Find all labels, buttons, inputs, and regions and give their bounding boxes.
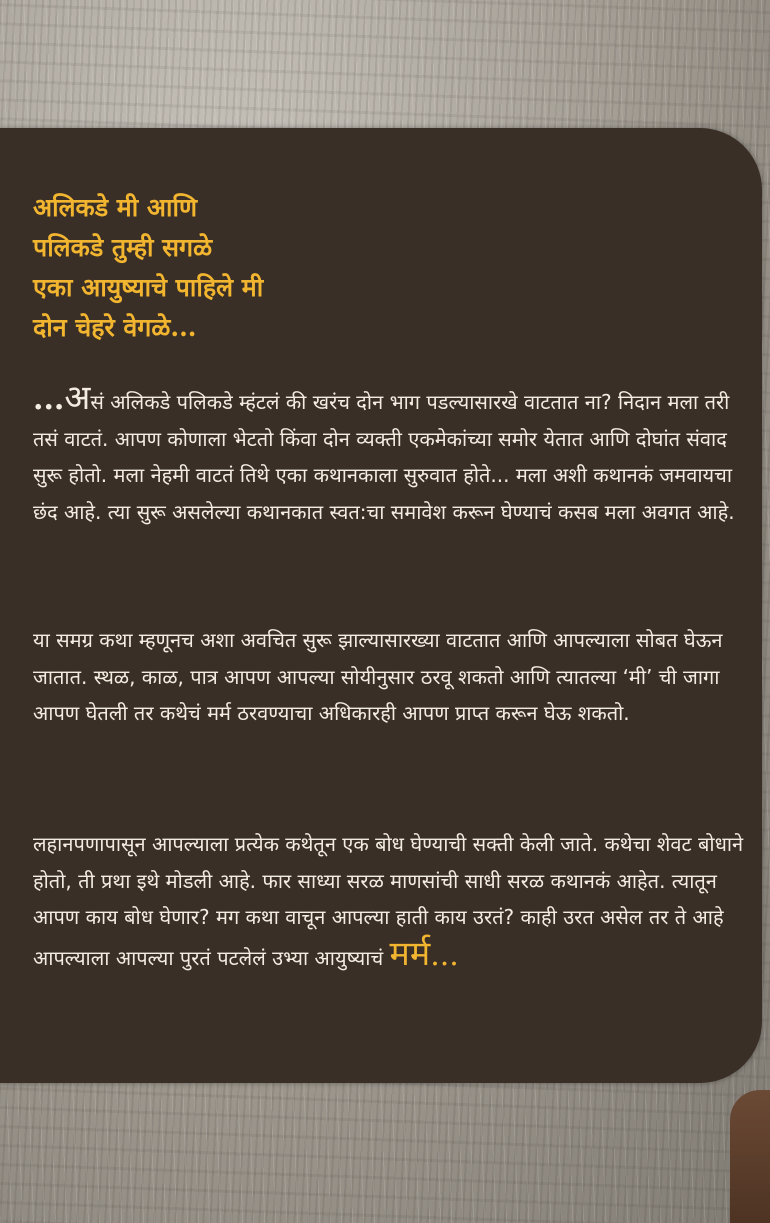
paragraph-intro [33, 380, 748, 530]
paragraph-closing [33, 826, 748, 976]
cover-texture-top [0, 0, 770, 128]
closing-ellipsis: ... [430, 937, 459, 973]
paragraph-text: या समग्र कथा म्हणूनच अशा अवचित सुरू झाल्यासारख्या वाटतात आणि आपल्याला सोबत घेऊन जातात. स्थळ, काळ, पात्र आपण आपल्या सोयीनुसार ठरवू शकतो आणि त्यातल्या ‘मी’ ची जागा आपण घेतली तर कथेचं मर्म ठरवण्याचा अधिकारही आपण प्राप्त करून घेऊ शकतो. [33, 628, 723, 725]
poem [33, 188, 263, 348]
drop-letter: अ [64, 378, 91, 418]
paragraph-text: लहानपणापासून आपल्याला प्रत्येक कथेतून एक बोध घेण्याची सक्ती केली जाते. कथेचा शेवट बोधाने होतो, ती प्रथा इथे मोडली आहे. फार साध्या सरळ माणसांची साधी सरळ कथानकं आहेत. त्यातून आपण काय बोध घेणार? मग कथा वाचून आपल्या हाती काय उरतं? काही उरत असेल तर ते आहे आपल्याला आपल्या पुरतं पटलेलं उभ्या आयुष्याचं [33, 832, 744, 970]
poem-line: दोन चेहरे वेगळे... [33, 313, 197, 342]
closing-word: मर्म [389, 933, 431, 974]
lead-ellipsis: ... [33, 382, 65, 417]
cover-figure-edge [730, 1090, 770, 1223]
poem-line: एका आयुष्याचे पाहिले मी [33, 273, 264, 302]
cover-texture-bottom [0, 1083, 770, 1223]
paragraph-stories [33, 622, 748, 732]
poem-line: पलिकडे तुम्ही सगळे [33, 233, 213, 262]
paragraph-text: सं अलिकडे पलिकडे म्हंटलं की खरंच दोन भाग पडल्यासारखे वाटतात ना? निदान मला तरी तसं वाटतं. आपण कोणाला भेटतो किंवा दोन व्यक्ती एकमेकांच्या समोर येतात आणि दोघांत संवाद सुरू होतो. मला नेहमी वाटतं तिथे एका कथानकाला सुरुवात होते... मला अशी कथानकं जमवायचा छंद आहे. त्या सुरू असलेल्या कथानकात स्वत:चा समावेश करून घेण्याचं कसब मला अवगत आहे. [33, 390, 735, 524]
poem-line: अलिकडे मी आणि [33, 193, 198, 222]
